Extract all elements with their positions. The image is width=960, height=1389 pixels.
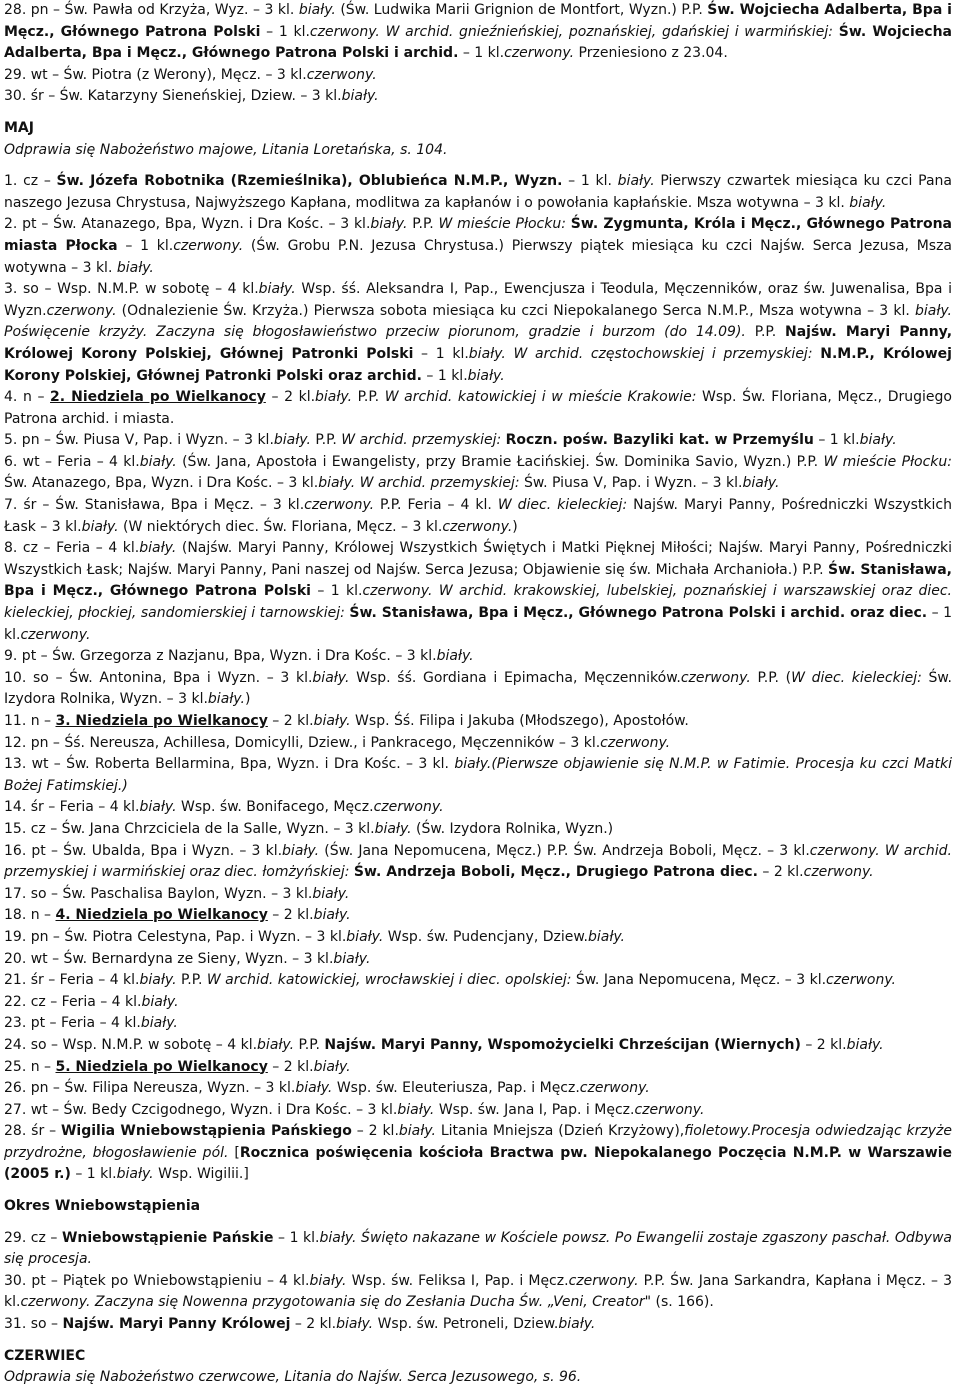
calendar-entry xyxy=(4,841,952,884)
entry-text: biały. xyxy=(336,1316,374,1333)
entry-text: biały. xyxy=(558,1316,596,1333)
entry-text: 16. pt – Św. Ubalda, Bpa i Wyzn. – 3 kl. xyxy=(4,842,283,859)
entry-text: P.P. xyxy=(352,389,385,406)
entry-text: Okres Wniebowstąpienia xyxy=(4,1198,201,1215)
entry-text: 14. śr – Feria – 4 kl. xyxy=(4,799,140,816)
entry-text: 2. pt – Św. Atanazego, Bpa, Wyzn. i Dra Kośc. – 3 kl. xyxy=(4,216,371,233)
entry-text: czerwony. xyxy=(600,734,671,751)
calendar-entry xyxy=(4,387,952,430)
entry-text: biały. xyxy=(309,1272,347,1289)
calendar-entry xyxy=(4,140,952,162)
entry-text: 29. wt – Św. Piotra (z Werony), Męcz. – 3 kl. xyxy=(4,66,307,83)
entry-text: 1. cz – xyxy=(4,173,57,190)
calendar-entry xyxy=(4,452,952,495)
entry-text: biały. xyxy=(313,1058,351,1075)
calendar-entry xyxy=(4,733,952,755)
entry-text: biały. xyxy=(346,928,384,945)
entry-text: czerwony. xyxy=(634,1101,705,1118)
entry-text: biały. xyxy=(315,389,353,406)
entry-text: biały. xyxy=(398,1123,436,1140)
calendar-entry xyxy=(4,1314,952,1336)
entry-text: biały. xyxy=(139,972,177,989)
entry-text: 30. śr – Św. Katarzyny Sieneńskiej, Dziew. – 3 kl. xyxy=(4,88,342,105)
entry-text: Najśw. Maryi Panny, Pośredniczki Wszystkich Łask – 3 kl. xyxy=(4,497,952,535)
entry-text: biały.(Pierwsze objawienie się N.M.P. w Fatimie. Procesja ku czci Matki Bożej Fatimskiej.) xyxy=(4,756,952,794)
entry-text: 25. n – xyxy=(4,1058,56,1075)
entry-text: czerwony. W archid. krakowskiej, lubelskiej, poznańskiej i warszawskiej oraz diec. kieleckiej, płockiej, sandomierskiej i tarnowskiej: xyxy=(4,583,952,622)
entry-text: 3. Niedziela po Wielkanocy xyxy=(55,713,268,729)
calendar-entry xyxy=(4,495,952,538)
entry-text: 18. n – xyxy=(4,907,56,924)
entry-text: P.P. ( xyxy=(750,669,792,686)
entry-text: 31. so – xyxy=(4,1316,63,1333)
entry-text: Wsp. św. Petroneli, Dziew. xyxy=(373,1316,559,1333)
entry-text: – 2 kl. xyxy=(351,1123,399,1140)
entry-text: biały. xyxy=(849,194,887,211)
calendar-entry xyxy=(4,949,952,971)
calendar-entry xyxy=(4,905,952,927)
calendar-entry xyxy=(4,0,952,65)
liturgical-calendar-document xyxy=(4,0,952,1389)
entry-text: Wsp. św. Feliksa I, Pap. i Męcz. xyxy=(346,1272,569,1289)
entry-text: – 1 kl. xyxy=(562,173,618,190)
calendar-entry xyxy=(4,1100,952,1122)
entry-text: – 2 kl. xyxy=(267,907,314,924)
entry-text: (Najśw. Maryi Panny, Królowej Wszystkich Świętych i Matki Pięknej Miłości; Najśw. Maryi Panny, Pośredniczki Wszystkich Łask; Najśw. Maryi Panny, Pani naszej od Najśw. Serca Jezusa; Objawienie się św. Michała Archanioła.) P.P. xyxy=(4,540,952,578)
entry-text: 4. Niedziela po Wielkanocy xyxy=(55,907,268,924)
calendar-entry xyxy=(4,797,952,819)
paragraph-spacer xyxy=(4,1186,952,1196)
entry-text: czerwony. xyxy=(826,972,896,989)
paragraph-spacer xyxy=(4,108,952,118)
entry-text: – 1 kl. xyxy=(421,367,468,384)
entry-text: Odprawia się Nabożeństwo majowe, Litania Loretańska, s. 104. xyxy=(4,141,448,158)
entry-text: biały. xyxy=(312,885,350,902)
entry-text: Wsp. Śś. Filipa i Jakuba (Młodszego), Apostołów. xyxy=(350,713,689,729)
entry-text: – 1 kl. xyxy=(310,583,363,600)
calendar-entry xyxy=(4,970,952,992)
entry-text: 6. wt – Feria – 4 kl. xyxy=(4,453,140,470)
entry-text: – 2 kl. xyxy=(290,1316,337,1333)
entry-text: biały. xyxy=(116,259,154,276)
entry-text: Św. Atanazego, Bpa, Wyzn. i Dra Kośc. – 3 kl. xyxy=(4,475,319,492)
entry-text: (Św. Ludwika Marii Grignion de Montfort, Wyzn.) P.P. xyxy=(335,2,708,18)
entry-text: czerwony. W archid. gnieźnieńskiej, poznańskiej, gdańskiej i warmińskiej: xyxy=(309,23,833,40)
calendar-entry xyxy=(4,927,952,949)
entry-text: Wsp. św. Eleuteriusza, Pap. i Męcz. xyxy=(332,1080,580,1097)
calendar-entry xyxy=(4,279,952,387)
calendar-entry xyxy=(4,1196,952,1218)
entry-text: – 1 kl. xyxy=(117,237,174,254)
entry-text: czerwony. xyxy=(173,237,244,254)
calendar-entry xyxy=(4,1078,952,1100)
entry-text: 8. cz – Feria – 4 kl. xyxy=(4,540,140,557)
entry-text: (s. 166). xyxy=(651,1294,714,1311)
entry-text: (Odnalezienie Św. Krzyża.) Pierwsza sobota miesiąca ku czci Niepokalanego Serca N.M.P., Msza wotywna – 3 kl. xyxy=(116,302,915,319)
entry-text: biały. xyxy=(140,1015,178,1032)
entry-text: biały. xyxy=(859,432,897,449)
entry-text: Wniebowstąpienie Pańskie xyxy=(61,1229,274,1246)
entry-text: ) xyxy=(244,691,251,708)
entry-text: biały. xyxy=(141,993,179,1010)
entry-text: (Św. Grobu P.N. Jezusa Chrystusa.) Pierwszy piątek miesiąca ku czci Najśw. Serca Jezusa, Msza wotywna – 3 kl. xyxy=(4,237,953,276)
entry-text: 28. śr – xyxy=(4,1123,61,1140)
entry-text: ) xyxy=(512,518,518,535)
entry-text: – 1 kl. xyxy=(70,1166,117,1183)
entry-text: 9. pt – Św. Grzegorza z Nazjanu, Bpa, Wyzn. i Dra Kośc. – 3 kl. xyxy=(4,648,437,665)
entry-text: W archid. przemyskiej: xyxy=(341,432,502,449)
entry-text: – 1 kl. xyxy=(413,345,469,362)
entry-text: 15. cz – Św. Jana Chrzciciela de la Salle, Wyzn. – 3 kl. xyxy=(4,820,375,837)
entry-text: czerwony. xyxy=(46,302,117,319)
entry-text: W mieście Płocku: xyxy=(438,216,566,233)
entry-text: biały. xyxy=(313,713,351,729)
entry-text: 22. cz – Feria – 4 kl. xyxy=(4,993,142,1010)
entry-text: 19. pn – Św. Piotra Celestyna, Pap. i Wyzn. – 3 kl. xyxy=(4,928,347,945)
entry-text: 11. n – xyxy=(4,713,56,729)
calendar-entry xyxy=(4,1346,952,1368)
entry-text: W archid. katowickiej, wrocławskiej i diec. opolskiej: xyxy=(206,972,572,989)
calendar-entry xyxy=(4,819,952,841)
calendar-entry xyxy=(4,754,952,797)
entry-text: 3. so – Wsp. N.M.P. w sobotę – 4 kl. xyxy=(4,281,259,298)
entry-text: biały. xyxy=(312,669,350,686)
entry-text: Najśw. Maryi Panny, Wspomożycielki Chrześcijan (Wiernych) xyxy=(324,1036,801,1053)
entry-text: czerwony. xyxy=(803,864,874,881)
entry-text: 23. pt – Feria – 4 kl. xyxy=(4,1015,141,1032)
entry-text: 21. śr – Feria – 4 kl. xyxy=(4,972,140,989)
entry-text: czerwony. W archid. przemyskiej i warmińskiej oraz diec. łomżyńskiej: xyxy=(4,842,953,881)
entry-text: P.P. xyxy=(310,432,342,449)
entry-text: biały. W archid. częstochowskiej i przemyskiej: xyxy=(468,345,813,362)
entry-text: biały. xyxy=(397,1101,435,1118)
entry-text: biały. xyxy=(742,475,780,492)
entry-text: czerwony. xyxy=(680,669,751,686)
entry-text: Rocznica poświęcenia kościoła Bractwa pw. Niepokalanego Poczęcia N.M.P. w Warszawie (2005 r.) xyxy=(4,1144,953,1183)
entry-text: 20. wt – Św. Bernardyna ze Sieny, Wyzn. – 3 kl. xyxy=(4,950,334,967)
entry-text: biały. xyxy=(313,907,351,924)
calendar-entry xyxy=(4,65,952,87)
calendar-entry xyxy=(4,1271,952,1314)
entry-text: 24. so – Wsp. N.M.P. w sobotę – 4 kl. xyxy=(4,1036,258,1053)
entry-text: (Św. Izydora Rolnika, Wyzn.) xyxy=(411,820,614,837)
entry-text: biały. xyxy=(116,1166,154,1183)
entry-text: – 2 kl. xyxy=(800,1036,847,1053)
entry-text: – 1 kl. xyxy=(273,1229,320,1246)
entry-text: [ xyxy=(228,1144,240,1161)
entry-text: – 2 kl. xyxy=(265,389,316,406)
entry-text: Wsp. Wigilii.] xyxy=(153,1166,249,1183)
entry-text: biały. xyxy=(295,1080,333,1097)
entry-text: 7. śr – Św. Stanisława, Bpa i Męcz. – 3 kl. xyxy=(4,497,305,514)
entry-text: biały. xyxy=(436,648,474,665)
entry-text: – 1 kl. xyxy=(458,45,505,62)
entry-text: biały. xyxy=(139,540,177,557)
entry-text: (Św. Jana Nepomucena, Męcz.) P.P. Św. Andrzeja Boboli, Męcz. – 3 kl. xyxy=(319,842,810,859)
entry-text: biały. xyxy=(333,950,371,967)
entry-text: biały. xyxy=(207,691,245,708)
entry-text: Wsp. św. Jana I, Pap. i Męcz. xyxy=(434,1101,635,1118)
entry-text: N.M.P., Królowej Korony Polskiej, Głównej Patronki Polski oraz archid. xyxy=(4,345,952,384)
entry-text: biały. xyxy=(374,820,412,837)
entry-text: 13. wt – Św. Roberta Bellarmina, Bpa, Wyzn. i Dra Kośc. – 3 kl. xyxy=(4,756,455,773)
entry-text: P.P. xyxy=(745,324,785,341)
entry-text: – 2 kl. xyxy=(267,1058,314,1075)
entry-text: biały. xyxy=(282,842,320,859)
calendar-entry xyxy=(4,214,952,279)
entry-text: 30. pt – Piątek po Wniebowstąpieniu – 4 kl. xyxy=(4,1272,310,1289)
paragraph-spacer xyxy=(4,1218,952,1228)
entry-text: – 1 kl. xyxy=(813,432,860,449)
entry-text: Św. Stanisława, Bpa i Męcz., Głównego Patrona Polski xyxy=(4,561,952,600)
entry-text: biały. xyxy=(257,1036,295,1053)
calendar-entry xyxy=(4,86,952,108)
entry-text: Wigilia Wniebowstąpienia Pańskiego xyxy=(60,1123,352,1140)
entry-text: Wsp. św. Bonifacego, Męcz. xyxy=(176,799,374,816)
entry-text: Odprawia się Nabożeństwo czerwcowe, Litania do Najśw. Serca Jezusowego, s. 96. xyxy=(4,1369,582,1386)
entry-text: W mieście Płocku: xyxy=(823,453,952,470)
entry-text: Przeniesiono z 23.04. xyxy=(574,45,728,62)
entry-text: biały. xyxy=(846,1036,884,1053)
entry-text: biały. xyxy=(139,453,177,470)
entry-text: P.P. xyxy=(176,972,207,989)
entry-text: – 1 kl. xyxy=(260,23,310,40)
calendar-entry xyxy=(4,538,952,646)
entry-text: biały. xyxy=(467,367,505,384)
entry-text: czerwony. xyxy=(568,1272,639,1289)
entry-text: Najśw. Maryi Panny Królowej xyxy=(62,1316,291,1333)
entry-text: CZERWIEC xyxy=(4,1347,86,1364)
calendar-entry xyxy=(4,646,952,668)
entry-text: (Św. Jana, Apostoła i Ewangelisty, przy Bramie Łacińskiej. Św. Dominika Savio, Wyzn.) P.P. xyxy=(176,453,824,470)
calendar-entry xyxy=(4,118,952,140)
entry-text: 17. so – Św. Paschalisa Baylon, Wyzn. – 3 kl. xyxy=(4,885,313,902)
entry-text: czerwony. xyxy=(306,66,377,83)
entry-text: 26. pn – Św. Filipa Nereusza, Wyzn. – 3 kl. xyxy=(4,1080,296,1097)
calendar-entry xyxy=(4,1121,952,1186)
entry-text: czerwony. xyxy=(373,799,444,816)
entry-text: W diec. kieleckiej: xyxy=(791,669,922,686)
entry-text: W diec. kieleckiej: xyxy=(497,497,628,514)
entry-text: biały. xyxy=(587,928,626,945)
entry-text: Św. Piusa V, Pap. i Wyzn. – 3 kl. xyxy=(519,475,743,492)
calendar-entry xyxy=(4,668,952,711)
entry-text: P.P. xyxy=(407,216,439,233)
entry-text: czerwony. xyxy=(442,518,513,535)
entry-text: (W niektórych diec. Św. Floriana, Męcz. – 3 kl. xyxy=(118,518,443,535)
entry-text: 4. n – xyxy=(4,389,51,406)
entry-text: biały. Święto nakazane w Kościele powsz. Po Ewangelii zostaje zgaszony paschał. Odbywa się procesja. xyxy=(4,1229,952,1268)
entry-text: – 2 kl. xyxy=(267,713,314,729)
entry-text: 2. Niedziela po Wielkanocy xyxy=(50,389,266,406)
entry-text: Św. Stanisława, Bpa i Męcz., Głównego Patrona Polski i archid. oraz diec. xyxy=(349,605,928,622)
entry-text: 5. Niedziela po Wielkanocy xyxy=(55,1058,268,1075)
entry-text: biały. Poświęcenie krzyży. Zaczyna się błogosławieństwo przeciw piorunom, gradzie i burzom (do 14.09). xyxy=(4,302,952,341)
entry-text: Litania Mniejsza (Dzień Krzyżowy), xyxy=(435,1123,685,1140)
entry-text: Św. Wojciecha Adalberta, Bpa i Męcz., Głównego Patrona Polski xyxy=(4,2,952,40)
entry-text: Wsp. śś. Gordiana i Epimacha, Męczenników. xyxy=(349,669,681,686)
entry-text: 5. pn – Św. Piusa V, Pap. i Wyzn. – 3 kl. xyxy=(4,432,274,449)
entry-text: Najśw. Maryi Panny, Królowej Korony Polskiej, Głównej Patronki Polski xyxy=(4,324,953,362)
entry-text: – 1 kl. xyxy=(4,605,952,643)
entry-text: biały. xyxy=(370,216,408,233)
paragraph-spacer xyxy=(4,1336,952,1346)
entry-text: Wsp. śś. Aleksandra I, Pap., Ewencjusza i Teodula, Męczenników, oraz św. Juwenalisa, Bpa i Wyzn. xyxy=(4,281,953,319)
entry-text: Wsp. Św. Floriana, Męcz., Drugiego Patrona archid. i miasta. xyxy=(4,389,952,427)
entry-text: 12. pn – Śś. Nereusza, Achillesa, Domicylli, Dziew., i Pankracego, Męczenników – 3 kl. xyxy=(4,734,601,751)
entry-text: P.P. Św. Jana Sarkandra, Kapłana i Męcz. – 3 kl. xyxy=(4,1272,952,1311)
entry-text: Św. Andrzeja Boboli, Męcz., Drugiego Patrona diec. xyxy=(353,864,758,881)
entry-text: Pierwszy czwartek miesiąca ku czci Pana naszego Jezusa Chrystusa, Najwyższego Kapłana, modlitwa za kapłanów i o powołania kapłańskie. Msza wotywna – 3 kl. xyxy=(4,173,952,211)
paragraph-spacer xyxy=(4,161,952,171)
entry-text: biały. xyxy=(139,799,177,816)
entry-text: P.P. Feria – 4 kl. xyxy=(374,497,498,514)
entry-text: MAJ xyxy=(4,119,34,136)
entry-text: biały. xyxy=(617,173,655,190)
entry-text: Św. Józefa Robotnika (Rzemieślnika), Oblubieńca N.M.P., Wyzn. xyxy=(56,173,563,190)
entry-text: biały. xyxy=(298,2,336,18)
entry-text: biały. xyxy=(341,88,379,105)
entry-text: czerwony. Zaczyna się Nowenna przygotowania się do Zesłania Ducha Św. „Veni, Creator" xyxy=(20,1294,652,1311)
entry-text: biały. xyxy=(81,518,119,535)
calendar-entry xyxy=(4,430,952,452)
entry-text: 27. wt – Św. Bedy Czcigodnego, Wyzn. i Dra Kośc. – 3 kl. xyxy=(4,1101,398,1118)
entry-text: Św. Jana Nepomucena, Męcz. – 3 kl. xyxy=(571,972,827,989)
calendar-entry xyxy=(4,711,952,733)
entry-text: Św. Izydora Rolnika, Wyzn. – 3 kl. xyxy=(4,669,953,708)
entry-text: P.P. xyxy=(294,1036,325,1053)
entry-text: czerwony. xyxy=(20,626,91,643)
entry-text: biały. xyxy=(273,432,311,449)
entry-text: biały. W archid. przemyskiej: xyxy=(318,475,520,492)
calendar-entry xyxy=(4,884,952,906)
entry-text: – 2 kl. xyxy=(757,864,804,881)
entry-text: fioletowy.Procesja odwiedzając krzyże przydrożne, błogosławienie pól. xyxy=(4,1123,952,1161)
calendar-entry xyxy=(4,171,952,214)
entry-text: Roczn. pośw. Bazyliki kat. w Przemyślu xyxy=(505,432,814,449)
entry-text: W archid. katowickiej i w mieście Krakowie: xyxy=(384,389,697,406)
entry-text: czerwony. xyxy=(304,497,375,514)
calendar-entry xyxy=(4,1013,952,1035)
entry-text: 10. so – Św. Antonina, Bpa i Wyzn. – 3 kl. xyxy=(4,669,313,686)
entry-text: czerwony. xyxy=(579,1080,650,1097)
calendar-entry xyxy=(4,1228,952,1271)
entry-text: Wsp. św. Pudencjany, Dziew. xyxy=(383,928,588,945)
entry-text: biały. xyxy=(258,281,296,298)
calendar-entry xyxy=(4,992,952,1014)
entry-text: czerwony. xyxy=(504,45,575,62)
entry-text: Św. Wojciecha Adalberta, Bpa i Męcz., Głównego Patrona Polski i archid. xyxy=(4,23,952,62)
entry-text: 28. pn – Św. Pawła od Krzyża, Wyz. – 3 kl. xyxy=(4,2,299,18)
calendar-entry xyxy=(4,1035,952,1057)
calendar-entry xyxy=(4,1057,952,1079)
entry-text: 29. cz – xyxy=(4,1229,62,1246)
entry-text: Św. Zygmunta, Króla i Męcz., Głównego Patrona miasta Płocka xyxy=(4,216,952,254)
